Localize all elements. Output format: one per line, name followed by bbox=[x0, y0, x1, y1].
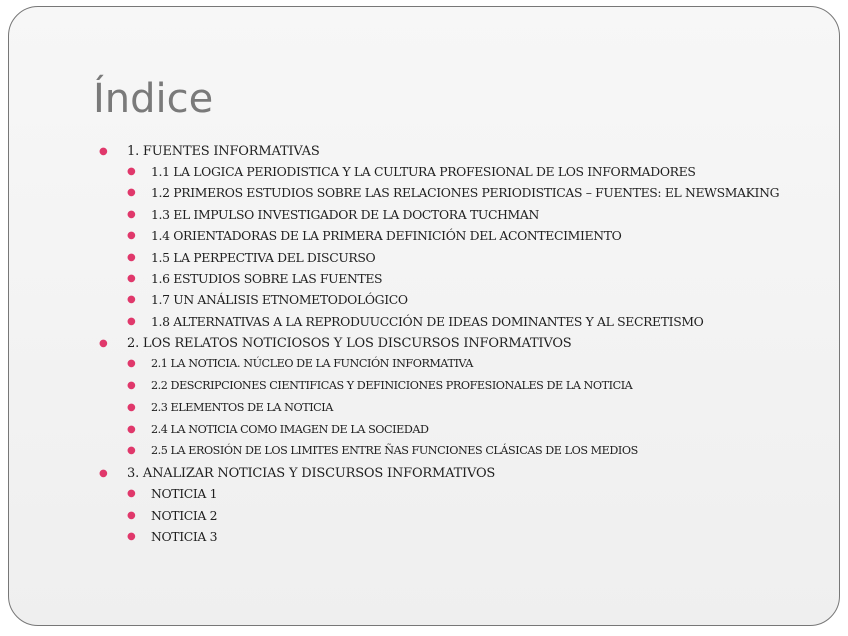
list-item bbox=[97, 165, 797, 179]
list-item-text: 1.4 ORIENTADORAS DE LA PRIMERA DEFINICIÓN DEL ACONTECIMIENTO bbox=[151, 228, 622, 244]
bullet-icon: ● bbox=[127, 294, 136, 306]
list-item-text: 1.1 LA LOGICA PERIODISTICA Y LA CULTURA PROFESIONAL DE LOS INFORMADORES bbox=[151, 164, 696, 179]
bullet-icon: ● bbox=[127, 401, 136, 413]
list-item bbox=[97, 293, 797, 307]
list-item bbox=[97, 208, 797, 222]
subsection-list bbox=[97, 357, 797, 458]
list-item bbox=[97, 186, 797, 200]
bullet-icon: ● bbox=[127, 251, 136, 263]
slide-title: Índice bbox=[93, 76, 214, 122]
slide-content bbox=[97, 144, 797, 551]
bullet-icon: ● bbox=[127, 187, 136, 199]
section-heading-text: 3. ANALIZAR NOTICIAS Y DISCURSOS INFORMATIVOS bbox=[127, 466, 496, 482]
list-item-text: 1.3 EL IMPULSO INVESTIGADOR DE LA DOCTORA TUCHMAN bbox=[151, 206, 539, 222]
bullet-icon: ● bbox=[99, 468, 108, 480]
bullet-icon: ● bbox=[127, 530, 136, 542]
bullet-icon: ● bbox=[99, 338, 108, 350]
list-item bbox=[97, 272, 797, 286]
section-heading bbox=[97, 144, 797, 160]
list-item bbox=[97, 487, 797, 501]
list-item bbox=[97, 229, 797, 243]
subsection-list bbox=[97, 487, 797, 544]
bullet-icon: ● bbox=[127, 423, 136, 435]
bullet-icon: ● bbox=[127, 379, 136, 391]
bullet-icon: ● bbox=[127, 208, 136, 220]
list-item-text: 2.3 ELEMENTOS DE LA NOTICIA bbox=[151, 400, 333, 414]
list-item-text: 1.7 UN ANÁLISIS ETNOMETODOLÓGICO bbox=[151, 292, 408, 308]
section-2 bbox=[97, 336, 797, 458]
outline-list bbox=[97, 144, 797, 544]
list-item-text: 2.5 LA EROSIÓN DE LOS LIMITES ENTRE ÑAS FUNCIONES CLÁSICAS DE LOS MEDIOS bbox=[151, 444, 638, 458]
list-item bbox=[97, 423, 797, 437]
list-item-text: 1.6 ESTUDIOS SOBRE LAS FUENTES bbox=[151, 270, 383, 286]
section-1 bbox=[97, 144, 797, 329]
list-item bbox=[97, 251, 797, 265]
bullet-icon: ● bbox=[127, 315, 136, 327]
list-item bbox=[97, 530, 797, 544]
list-item-text: NOTICIA 3 bbox=[151, 528, 218, 544]
list-item bbox=[97, 357, 797, 371]
list-item bbox=[97, 444, 797, 458]
bullet-icon: ● bbox=[127, 488, 136, 500]
bullet-icon: ● bbox=[127, 509, 136, 521]
section-heading bbox=[97, 336, 797, 352]
list-item bbox=[97, 401, 797, 415]
bullet-icon: ● bbox=[127, 358, 136, 370]
list-item-text: 1.2 PRIMEROS ESTUDIOS SOBRE LAS RELACIONES PERIODISTICAS – FUENTES: EL NEWSMAKING bbox=[151, 185, 780, 201]
bullet-icon: ● bbox=[127, 272, 136, 284]
bullet-icon: ● bbox=[127, 166, 136, 177]
list-item-text: 2.2 DESCRIPCIONES CIENTIFICAS Y DEFINICIONES PROFESIONALES DE LA NOTICIA bbox=[151, 378, 633, 392]
bullet-icon: ● bbox=[127, 230, 136, 242]
list-item bbox=[97, 509, 797, 523]
list-item-text: 2.4 LA NOTICIA COMO IMAGEN DE LA SOCIEDAD bbox=[151, 422, 429, 436]
section-heading-text: 2. LOS RELATOS NOTICIOSOS Y LOS DISCURSOS INFORMATIVOS bbox=[127, 336, 572, 352]
list-item-text: 2.1 LA NOTICIA. NÚCLEO DE LA FUNCIÓN INFORMATIVA bbox=[151, 357, 473, 371]
slide bbox=[8, 6, 840, 626]
list-item-text: 1.5 LA PERPECTIVA DEL DISCURSO bbox=[151, 249, 376, 265]
bullet-icon: ● bbox=[99, 146, 108, 157]
bullet-icon: ● bbox=[127, 445, 136, 457]
section-heading bbox=[97, 466, 797, 482]
list-item-text: 1.8 ALTERNATIVAS A LA REPRODUUCCIÓN DE IDEAS DOMINANTES Y AL SECRETISMO bbox=[151, 313, 704, 329]
section-heading-text: 1. FUENTES INFORMATIVAS bbox=[127, 144, 320, 159]
list-item bbox=[97, 315, 797, 329]
list-item-text: NOTICIA 1 bbox=[151, 486, 218, 502]
section-3 bbox=[97, 466, 797, 544]
list-item-text: NOTICIA 2 bbox=[151, 507, 218, 523]
list-item bbox=[97, 379, 797, 393]
subsection-list bbox=[97, 165, 797, 329]
